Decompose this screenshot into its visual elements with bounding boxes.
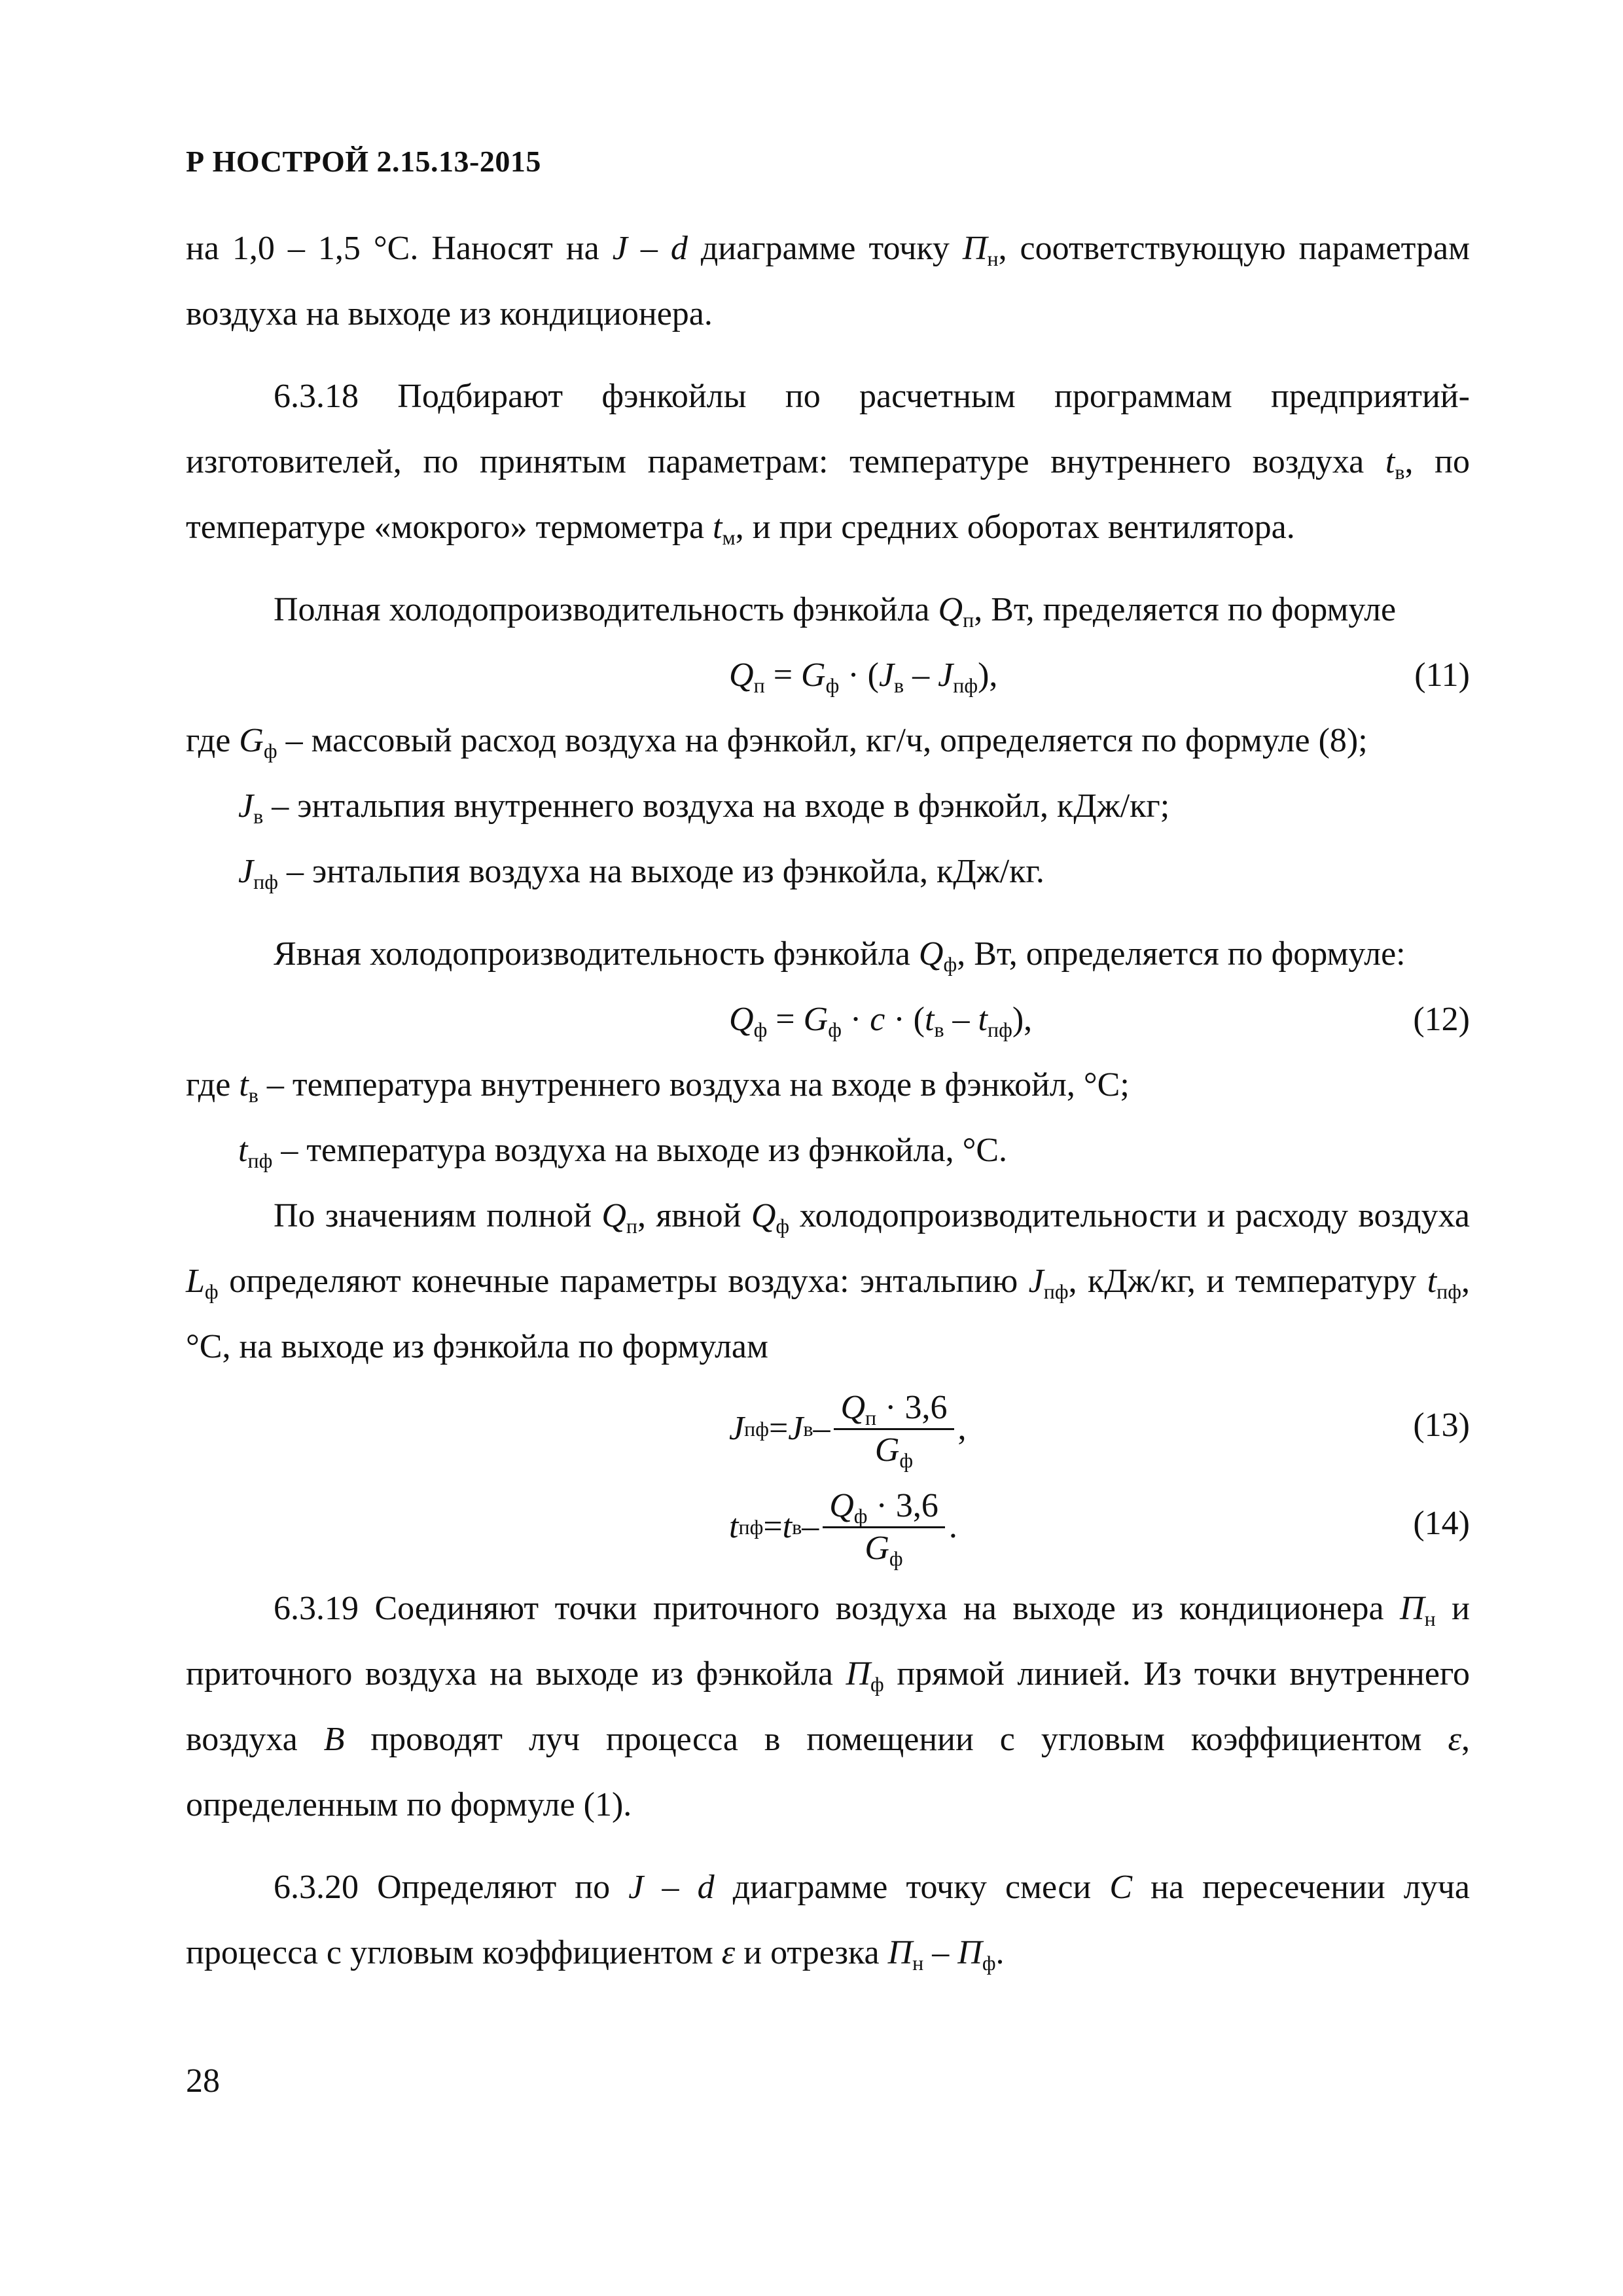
fraction — [834, 1388, 954, 1471]
symbol-J: J — [1028, 1263, 1044, 1300]
denominator — [868, 1430, 919, 1471]
subscript: пф — [1436, 1280, 1461, 1303]
subscript: ф — [899, 1448, 914, 1472]
subscript: в — [1395, 460, 1405, 484]
symbol-Q: Q — [729, 656, 754, 694]
symbol-J: J — [628, 1869, 644, 1906]
legend-line — [186, 774, 1470, 839]
symbol-epsilon: ε — [721, 1934, 736, 1971]
text: – — [904, 656, 938, 694]
paragraph-6-3-20 — [186, 1855, 1470, 1986]
symbol-G: G — [874, 1431, 900, 1469]
text: на 1,0 – 1,5 °С. Наносят на — [186, 230, 613, 267]
text: где — [186, 722, 240, 759]
symbol-G: G — [239, 722, 264, 759]
subscript: ф — [204, 1280, 219, 1303]
text: – температура внутреннего воздуха на входе в фэнкойл, °С; — [258, 1066, 1130, 1103]
text: = — [764, 656, 802, 694]
text: – температура воздуха на выходе из фэнкойла, °С. — [272, 1132, 1008, 1169]
symbol-Q: Q — [840, 1388, 866, 1426]
text: и приточного воздуха на выходе из фэнкойла — [186, 1590, 1470, 1693]
text: = — [763, 1508, 783, 1545]
symbol-t: t — [239, 1066, 249, 1103]
text: – — [813, 1410, 830, 1447]
text: ), — [978, 656, 998, 694]
subscript: ф — [263, 739, 277, 762]
text: – энтальпия внутреннего воздуха на входе в фэнкойл, кДж/кг; — [263, 787, 1170, 825]
symbol-J: J — [878, 656, 895, 694]
subscript: ф — [889, 1546, 903, 1570]
symbol-t: t — [924, 1001, 935, 1038]
symbol-G: G — [801, 656, 826, 694]
legend-line — [186, 1052, 1470, 1118]
subscript: м — [722, 526, 736, 549]
formula-11 — [186, 643, 1470, 708]
document-body — [186, 216, 1470, 1986]
text: · 3,6 — [867, 1486, 938, 1524]
formula-expression: t пф = t в – $\frac{Q_ф \cdot 3,6}{G_ф}$ . — [729, 1486, 957, 1570]
subscript: в — [894, 673, 904, 697]
text: , Вт, определяется по формуле: — [957, 935, 1406, 973]
text: · 3,6 — [876, 1388, 948, 1426]
text: 6.3.18 Подбирают фэнкойлы по расчетным программам предприятий-изготовителей, по принятым параметрам: температуре внутреннего воздуха — [186, 378, 1470, 480]
formula-expression: J пф = J в – $\frac{Q_п \cdot 3,6}{G_ф}$ , — [729, 1388, 967, 1472]
text: По значениям полной — [274, 1197, 602, 1234]
subscript: в — [934, 1018, 944, 1041]
symbol-Q: Q — [751, 1197, 776, 1234]
text: , °С, на выходе из фэнкойла по формулам — [186, 1263, 1470, 1365]
legend-line — [186, 708, 1470, 774]
text: ), — [1012, 1001, 1033, 1038]
numerator — [823, 1486, 945, 1528]
symbol-J: J — [729, 1410, 745, 1447]
text: – — [802, 1508, 819, 1545]
text: , по температуре «мокрого» термометра — [186, 443, 1471, 546]
subscript: пф — [1043, 1280, 1069, 1303]
text: проводят луч процесса в помещении с угловым коэффициентом — [344, 1721, 1448, 1758]
text: – энтальпия воздуха на выходе из фэнкойла, кДж/кг. — [277, 853, 1044, 890]
paragraph — [186, 216, 1470, 347]
text: · — [841, 1001, 870, 1038]
subscript: п — [626, 1214, 638, 1238]
page-number: 28 — [186, 2062, 220, 2100]
subscript: п — [753, 673, 765, 697]
text: , определенным по формуле (1). — [186, 1721, 1470, 1823]
formula-number: (13) — [1413, 1407, 1470, 1444]
paragraph — [186, 1183, 1470, 1380]
text: , соответствующую параметрам воздуха на выходе из кондиционера. — [186, 230, 1470, 332]
symbol-c: c — [870, 1001, 885, 1038]
text: = — [767, 1001, 804, 1038]
formula-14 — [186, 1478, 1470, 1576]
text: холодопроизводительности и расходу воздуха — [789, 1197, 1470, 1234]
denominator — [858, 1528, 909, 1569]
symbol-P: П — [962, 230, 988, 267]
text: · ( — [839, 656, 879, 694]
legend-line — [186, 839, 1470, 905]
symbol-P: П — [846, 1655, 871, 1693]
formula-12 — [186, 987, 1470, 1052]
symbol-P: П — [957, 1934, 982, 1971]
paragraph — [186, 922, 1470, 987]
subscript: ф — [825, 673, 840, 697]
symbol-P: П — [1400, 1590, 1425, 1627]
subscript: ф — [853, 1503, 868, 1528]
symbol-Q: Q — [829, 1486, 854, 1524]
symbol-Q: Q — [938, 591, 963, 628]
formula-expression — [729, 987, 1032, 1052]
text: . — [995, 1934, 1005, 1971]
fraction — [823, 1486, 945, 1569]
symbol-C: С — [1109, 1869, 1133, 1906]
text: . — [948, 1508, 957, 1545]
paragraph — [186, 577, 1470, 643]
symbol-G: G — [803, 1001, 829, 1038]
formula-number: (12) — [1413, 1001, 1470, 1038]
paragraph-6-3-19 — [186, 1576, 1470, 1838]
symbol-G: G — [865, 1529, 889, 1567]
text: , кДж/кг, и температуру — [1068, 1263, 1427, 1300]
subscript: н — [1424, 1607, 1436, 1630]
symbol-J: J — [788, 1410, 804, 1447]
numerator — [834, 1388, 954, 1430]
text: и отрезка — [735, 1934, 888, 1971]
text: – — [944, 1001, 978, 1038]
text: , явной — [637, 1197, 751, 1234]
document-header: Р НОСТРОЙ 2.15.13-2015 — [186, 145, 541, 178]
symbol-t: t — [782, 1508, 793, 1545]
subscript: пф — [988, 1018, 1012, 1041]
text: на пересечении луча процесса с угловым коэффициентом — [186, 1869, 1470, 1971]
text: прямой линией. Из точки внутреннего воздуха — [186, 1655, 1470, 1758]
symbol-J: J — [238, 787, 254, 825]
subscript: в — [253, 804, 264, 828]
symbol-d: d — [697, 1869, 715, 1906]
symbol-t: t — [713, 509, 722, 546]
text: · ( — [885, 1001, 925, 1038]
symbol-Q: Q — [918, 935, 944, 973]
subscript: ф — [776, 1214, 790, 1238]
paragraph-6-3-18 — [186, 364, 1470, 560]
text: диаграмме точку — [687, 230, 963, 267]
symbol-t: t — [1427, 1263, 1437, 1300]
text: 6.3.20 Определяют по — [274, 1869, 629, 1906]
text: Явная холодопроизводительность фэнкойла — [274, 935, 919, 973]
text: определяют конечные параметры воздуха: энтальпию — [218, 1263, 1029, 1300]
symbol-t: t — [729, 1508, 739, 1545]
subscript: ф — [870, 1672, 884, 1696]
text: 6.3.19 Соединяют точки приточного воздуха на выходе из кондиционера — [274, 1590, 1400, 1627]
symbol-epsilon: ε — [1448, 1721, 1461, 1758]
text: , Вт, пределяется по формуле — [974, 591, 1397, 628]
symbol-d: d — [670, 230, 688, 267]
text: где — [186, 1066, 240, 1103]
text: = — [768, 1410, 789, 1447]
subscript: ф — [982, 1951, 996, 1975]
subscript: п — [865, 1405, 877, 1429]
subscript: н — [987, 247, 999, 270]
subscript: в — [248, 1083, 259, 1107]
formula-expression — [729, 643, 997, 708]
formula-number: (14) — [1413, 1505, 1470, 1542]
subscript: ф — [943, 952, 957, 976]
subscript: пф — [247, 1149, 273, 1172]
subscript: ф — [753, 1018, 768, 1041]
legend-line — [186, 1118, 1470, 1183]
symbol-t: t — [978, 1001, 988, 1038]
subscript: п — [963, 608, 974, 632]
symbol-J: J — [938, 656, 954, 694]
text: – массовый расход воздуха на фэнкойл, кг/ч, определяется по формуле (8); — [277, 722, 1368, 759]
symbol-t: t — [238, 1132, 248, 1169]
formula-13 — [186, 1380, 1470, 1478]
formula-number: (11) — [1414, 656, 1470, 694]
text: – — [923, 1934, 958, 1971]
symbol-L: L — [186, 1263, 205, 1300]
text: – — [643, 1869, 698, 1906]
subscript: пф — [253, 870, 278, 893]
subscript: пф — [953, 673, 978, 697]
symbol-B: В — [323, 1721, 345, 1758]
text: – — [627, 230, 671, 267]
symbol-P: П — [887, 1934, 913, 1971]
subscript: н — [912, 1951, 924, 1975]
symbol-J: J — [612, 230, 628, 267]
subscript: ф — [828, 1018, 842, 1041]
symbol-t: t — [1385, 443, 1395, 480]
symbol-J: J — [238, 853, 254, 890]
text: , — [957, 1410, 967, 1447]
symbol-Q: Q — [601, 1197, 626, 1234]
text: диаграмме точку смеси — [714, 1869, 1110, 1906]
symbol-Q: Q — [729, 1001, 754, 1038]
text: Полная холодопроизводительность фэнкойла — [274, 591, 938, 628]
text: , и при средних оборотах вентилятора. — [735, 509, 1295, 546]
